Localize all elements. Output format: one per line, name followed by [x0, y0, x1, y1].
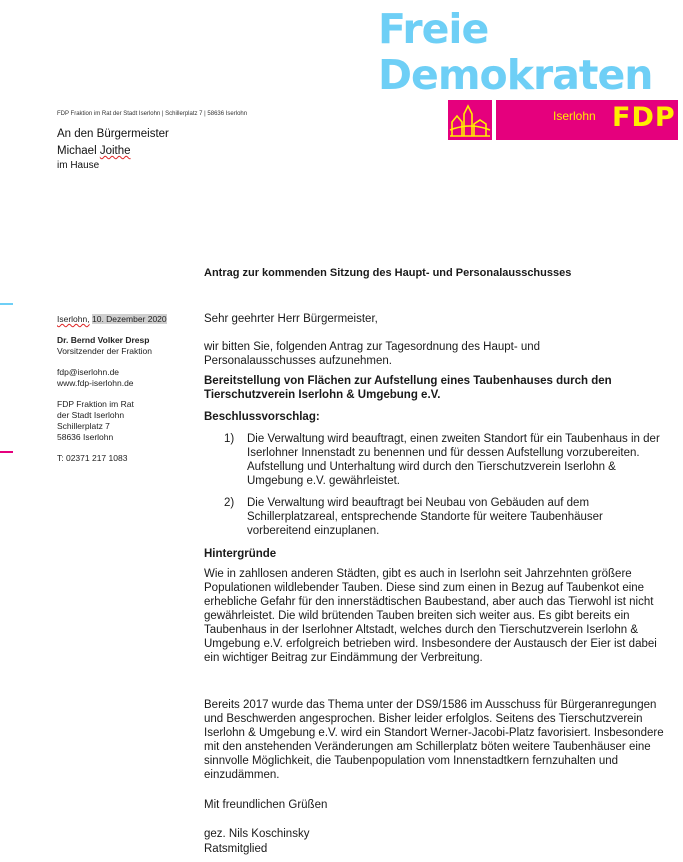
logo-text-demokraten: Demokraten	[378, 51, 653, 99]
author-role: Vorsitzender der Fraktion	[57, 346, 152, 356]
list-item-text: Die Verwaltung wird beauftragt, einen zweiten Standort für ein Taubenhaus in der Iserlohner Innenstadt zu benennen und für dessen Aufstellung vorzubereiten. Aufstellung und Unterhaltung wird durch den Tierschutzverein Iserlohn & Umgebung e.V. gewährleistet.	[247, 433, 660, 487]
signature-role: Ratsmitglied	[204, 843, 268, 855]
list-item-number: 2)	[224, 497, 235, 509]
org-line-3: Schillerplatz 7	[57, 421, 110, 431]
recipient-last-name: Joithe	[99, 145, 131, 157]
logo-city: Iserlohn	[553, 109, 596, 123]
fold-mark-top	[0, 303, 13, 305]
author-name: Dr. Bernd Volker Dresp	[57, 335, 150, 345]
list-item-number: 1)	[224, 433, 235, 445]
logo-bar	[496, 100, 678, 140]
contact-website: www.fdp-iserlohn.de	[57, 378, 134, 388]
intro-paragraph: wir bitten Sie, folgenden Antrag zur Tagesordnung des Haupt- und Personalausschusses aufzunehmen.	[204, 341, 541, 367]
background-paragraph-2: Bereits 2017 wurde das Thema unter der DS9/1586 im Ausschuss für Bürgeranregungen und Beschwerden angesprochen. Bisher leider erfolglos. Seitens des Tierschutzverein Iserlohn & Umgebung e.V. wird ein Standort Werner-Jacobi-Platz favorisiert. Insbesondere mit den anstehenden Veränderungen am Schillerplatz böten weitere Taubenhäuser eine sinnvolle Möglichkeit, die Taubenpopulation vom Innenstadtkern fernzuhalten und einzudämmen.	[204, 699, 664, 781]
recipient-line-1: An den Bürgermeister	[57, 128, 169, 140]
background-heading: Hintergründe	[204, 548, 277, 560]
letter-title: Antrag zur kommenden Sitzung des Haupt- und Personalausschusses	[204, 267, 572, 279]
signature: gez. Nils Koschinsky	[204, 828, 310, 840]
contact-email: fdp@iserlohn.de	[57, 367, 120, 377]
salutation: Sehr geehrter Herr Bürgermeister,	[204, 313, 378, 325]
resolution-heading: Beschlussvorschlag:	[204, 411, 320, 423]
logo-fdp: FDP	[612, 102, 676, 133]
recipient-first-name: Michael	[57, 145, 97, 157]
contact-phone: T: 02371 217 1083	[57, 453, 128, 463]
closing: Mit freundlichen Grüßen	[204, 799, 328, 811]
date-city: Iserlohn,	[57, 314, 90, 324]
date-line	[57, 314, 167, 325]
org-line-2: der Stadt Iserlohn	[57, 410, 125, 420]
recipient-line-3: im Hause	[57, 160, 100, 171]
fold-mark-bottom	[0, 451, 13, 453]
org-line-4: 58636 Iserlohn	[57, 432, 114, 442]
org-line-1: FDP Fraktion im Rat	[57, 399, 134, 409]
sender-line: FDP Fraktion im Rat der Stadt Iserlohn | Schillerplatz 7 | 58636 Iserlohn	[57, 111, 248, 117]
background-paragraph-1: Wie in zahllosen anderen Städten, gibt es auch in Iserlohn seit Jahrzehnten größere Populationen wildlebender Tauben. Diese sind zum einen in Bezug auf Taubenkot eine erhebliche Gefahr für den innerstädtischen Baubestand, aber auch das Tierwohl ist nicht gewährleistet. Die wild brütenden Tauben breiten sich weiter aus. Es gibt bereits ein Taubenhaus in der Iserlohner Altstadt, welches durch den Tierschutzverein Iserlohn & Umgebung e.V. erfolgreich betrieben wird. Insbesondere der Austausch der Eier ist dabei ein wichtiger Beitrag zur Eindämmung der Verbreitung.	[204, 568, 657, 664]
date-value: 10. Dezember 2020	[91, 314, 167, 324]
list-item-text: Die Verwaltung wird beauftragt bei Neubau von Gebäuden auf dem Schillerplatzareal, entsprechende Standorte für weitere Taubenhäuser vorbereitend einzuplanen.	[247, 497, 603, 537]
recipient-line-2	[57, 145, 131, 157]
subject-heading: Bereitstellung von Flächen zur Aufstellung eines Taubenhauses durch den Tierschutzverein Iserlohn & Umgebung e.V.	[204, 375, 612, 401]
logo-text-freie: Freie	[378, 5, 489, 53]
city-skyline-icon	[448, 100, 492, 140]
